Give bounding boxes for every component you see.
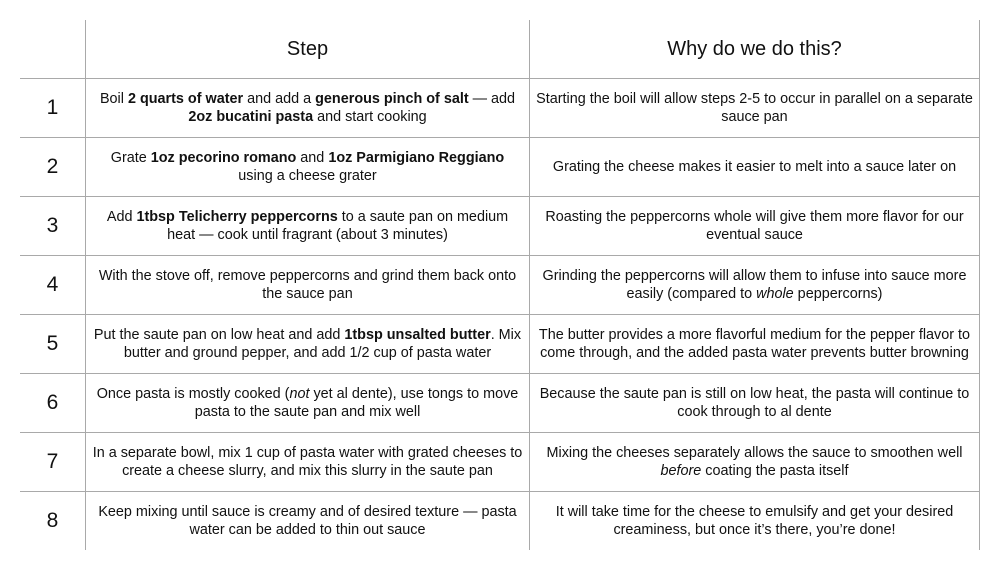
bold-text: 2oz bucatini pasta xyxy=(188,109,314,125)
text-run: coating the pasta itself xyxy=(701,463,849,479)
bold-text: 1tbsp Telicherry peppercorns xyxy=(136,209,338,225)
text-run: Mixing the cheeses separately allows the sauce to smoothen well xyxy=(546,445,963,461)
why-cell xyxy=(529,256,980,314)
step-cell xyxy=(85,197,529,255)
bold-text: 2 quarts of water xyxy=(127,91,244,107)
text-run: Add xyxy=(106,209,137,225)
text-run: In a separate bowl, mix 1 cup of pasta water with grated cheeses to create a cheese slurry, and mix this slurry in the saute pan xyxy=(92,445,523,479)
bold-text: generous pinch of salt xyxy=(315,91,469,107)
step-text xyxy=(92,385,523,421)
why-text xyxy=(534,90,975,126)
step-number: 8 xyxy=(46,509,59,532)
why-cell xyxy=(529,197,980,255)
text-run: — add xyxy=(468,91,516,107)
italic-text: whole xyxy=(756,286,794,302)
table-row xyxy=(20,492,980,550)
why-text xyxy=(534,326,975,362)
step-cell xyxy=(85,138,529,196)
step-number: 2 xyxy=(46,155,59,178)
italic-text: before xyxy=(660,463,702,479)
step-cell xyxy=(85,256,529,314)
text-run: It will take time for the cheese to emulsify and get your desired creaminess, but once it’s there, you’re done! xyxy=(555,504,954,538)
table-row xyxy=(20,374,980,433)
recipe-table xyxy=(20,20,980,550)
why-cell xyxy=(529,374,980,432)
table-row xyxy=(20,197,980,256)
why-cell xyxy=(529,79,980,137)
step-cell xyxy=(85,79,529,137)
step-number: 3 xyxy=(46,214,59,237)
why-cell xyxy=(529,433,980,491)
header-number-cell xyxy=(20,20,85,78)
step-number: 6 xyxy=(46,391,59,414)
table-row xyxy=(20,256,980,315)
why-cell xyxy=(529,492,980,550)
italic-text: not xyxy=(289,386,310,402)
text-run: Put the saute pan on low heat and add xyxy=(93,327,345,343)
text-run: Because the saute pan is still on low heat, the pasta will continue to cook through to al dente xyxy=(539,386,970,420)
step-number: 5 xyxy=(46,332,59,355)
why-text xyxy=(534,267,975,303)
why-cell xyxy=(529,138,980,196)
why-text xyxy=(534,208,975,244)
bold-text: 1tbsp unsalted butter xyxy=(344,327,491,343)
why-text xyxy=(553,158,956,176)
step-cell xyxy=(85,492,529,550)
table-row xyxy=(20,433,980,492)
text-run: Roasting the peppercorns whole will give them more flavor for our eventual sauce xyxy=(545,209,964,243)
step-text xyxy=(92,90,523,126)
header-step: Step xyxy=(85,20,529,78)
table-row xyxy=(20,79,980,138)
text-run: Keep mixing until sauce is creamy and of desired texture — pasta water can be added to thin out sauce xyxy=(98,504,517,538)
step-cell xyxy=(85,315,529,373)
text-run: and add a xyxy=(243,91,316,107)
text-run: With the stove off, remove peppercorns and grind them back onto the sauce pan xyxy=(98,268,517,302)
why-text xyxy=(534,385,975,421)
step-text xyxy=(92,208,523,244)
text-run: . Mix butter and ground pepper, and add 1/2 cup of pasta water xyxy=(123,327,522,361)
text-run: and start cooking xyxy=(313,109,427,125)
text-run: Starting the boil will allow steps 2-5 to occur in parallel on a separate sauce pan xyxy=(536,91,973,125)
step-number: 1 xyxy=(46,96,59,119)
text-run: to a saute pan on medium heat — cook until fragrant (about 3 minutes) xyxy=(167,209,509,243)
text-run: and xyxy=(296,150,329,166)
step-text xyxy=(92,149,523,185)
step-text xyxy=(92,503,523,539)
text-run: The butter provides a more flavorful medium for the pepper flavor to come through, and the added pasta water prevents butter browning xyxy=(538,327,971,361)
text-run: Grating the cheese makes it easier to melt into a sauce later on xyxy=(552,159,957,175)
step-number: 7 xyxy=(46,450,59,473)
table-body xyxy=(20,79,980,550)
why-text xyxy=(534,503,975,539)
table-header-row xyxy=(20,20,980,79)
table-row xyxy=(20,315,980,374)
bold-text: 1oz Parmigiano Reggiano xyxy=(328,150,505,166)
step-cell xyxy=(85,433,529,491)
text-run: Grate xyxy=(110,150,151,166)
bold-text: 1oz pecorino romano xyxy=(150,150,297,166)
step-text xyxy=(92,267,523,303)
text-run: yet al dente), use tongs to move pasta to the saute pan and mix well xyxy=(194,386,519,420)
step-cell xyxy=(85,374,529,432)
text-run: Once pasta is mostly cooked ( xyxy=(96,386,290,402)
table-row xyxy=(20,138,980,197)
step-text xyxy=(92,326,523,362)
why-cell xyxy=(529,315,980,373)
why-text xyxy=(534,444,975,480)
text-run: using a cheese grater xyxy=(238,168,377,184)
text-run: Boil xyxy=(99,91,128,107)
text-run: peppercorns) xyxy=(793,286,883,302)
header-why: Why do we do this? xyxy=(529,20,980,78)
text-run: Grinding the peppercorns will allow them to infuse into sauce more easily (compared to xyxy=(542,268,967,302)
step-text xyxy=(92,444,523,480)
step-number: 4 xyxy=(46,273,59,296)
